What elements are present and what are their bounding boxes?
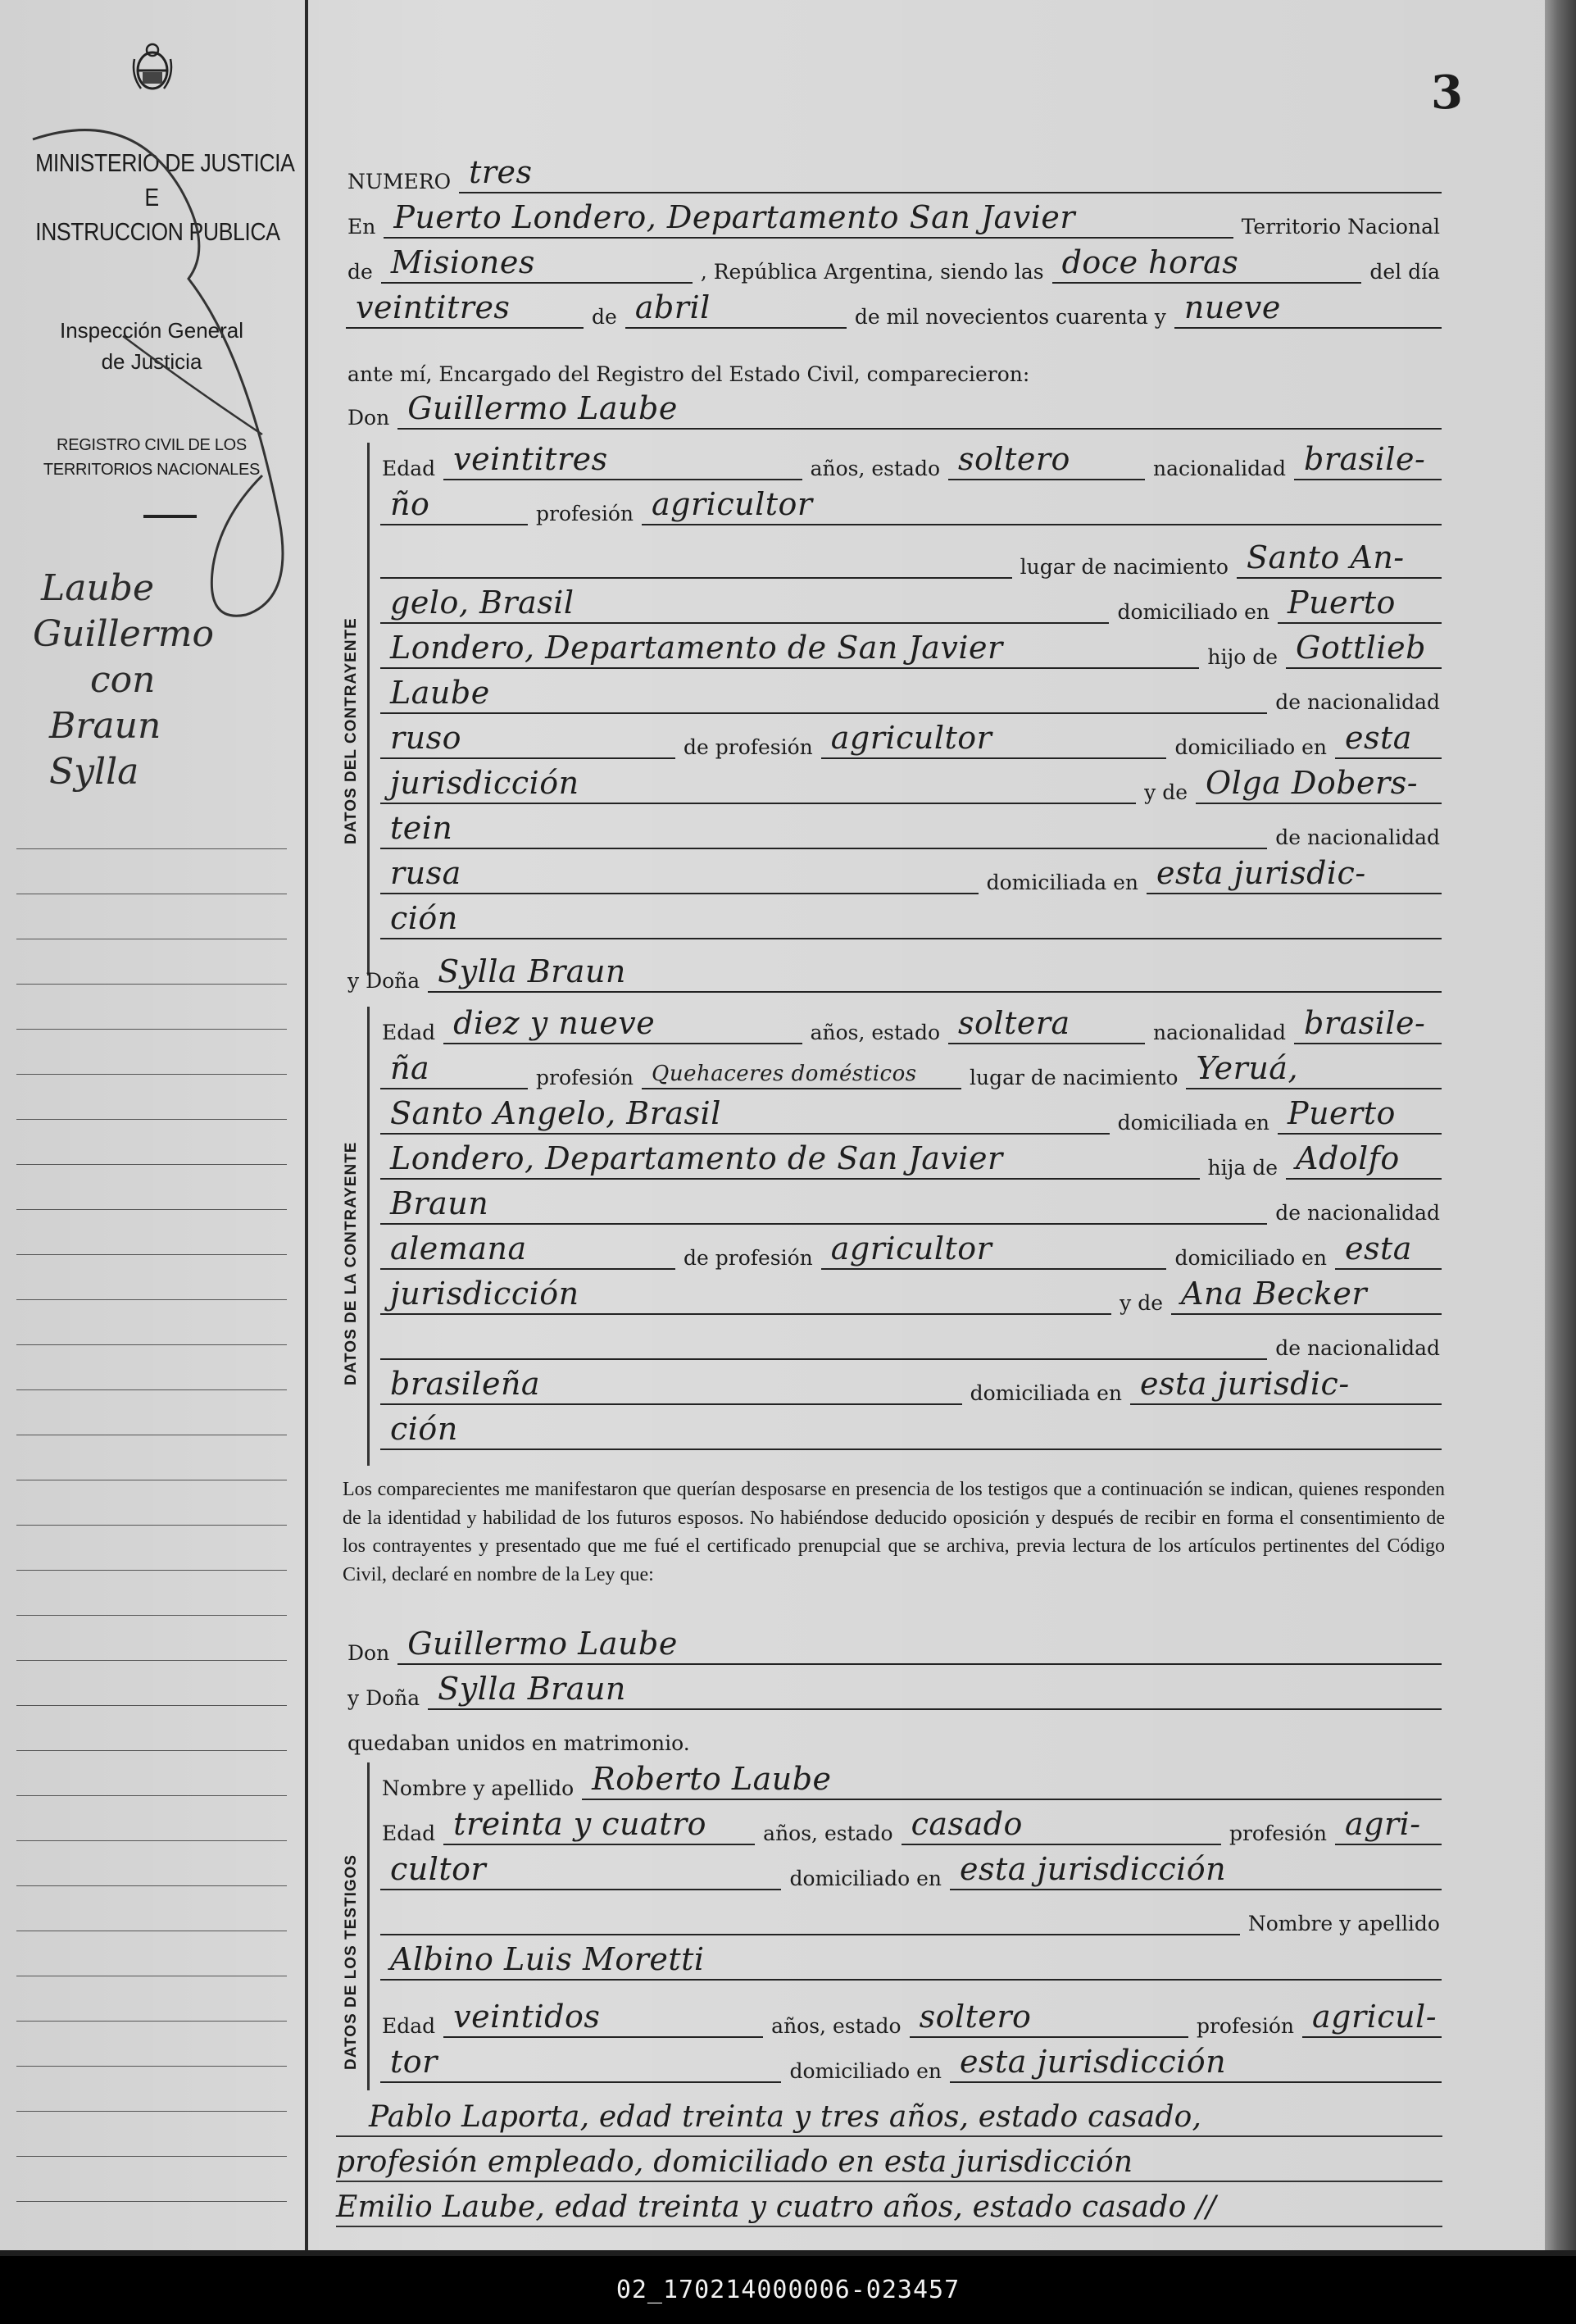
groom-father-domicile-cont <box>380 766 1136 804</box>
profesion-label: profesión <box>1196 2014 1294 2038</box>
declaration-paragraph: Los comparecientes me manifestaron que querían desposarse en presencia de los testigos que a continuación se indican, quienes responden de la identidad y habilidad de los futuros esposos. No habiéndose deducido oposición y después de recibir en forma el consentimiento de los contrayentes y presentado que me fué el certificado prenupcial que se archiva, previa lectura de los artículos pertinentes del Código Civil, declaré en nombre de la Ley que: <box>343 1479 1445 1585</box>
domiciliado-label: domiciliado en <box>1174 735 1327 759</box>
page-number: 3 <box>1431 66 1463 120</box>
day-value: veintitres <box>356 291 511 325</box>
bride-father-domicile-field <box>1335 1232 1442 1270</box>
handwritten-line <box>336 2140 1442 2182</box>
groom-birthplace-field <box>1237 541 1442 579</box>
witness-section-label: DATOS DE LOS TESTIGOS <box>343 1853 360 2070</box>
bride-father-row <box>377 1142 1445 1180</box>
ante-label: ante mí, Encargado del Registro del Estado Civil, comparecieron: <box>347 362 1030 386</box>
bride-mother-nationality-field <box>380 1367 962 1405</box>
bride-profession-row <box>377 1052 1445 1089</box>
bride-father-profession-field <box>821 1232 1167 1270</box>
de-nacionalidad-label: de nacionalidad <box>1275 825 1440 849</box>
bride-father-field <box>1286 1142 1442 1180</box>
groom-mother-domicile-value: esta jurisdic- <box>1156 857 1366 891</box>
margin-ruled-line <box>16 1344 287 1345</box>
w1-profession-field <box>1335 1808 1442 1845</box>
bride-name-field <box>428 955 1442 993</box>
bride-mother-nationality-value: brasileña <box>390 1367 541 1402</box>
profesion-label: profesión <box>1229 1821 1327 1845</box>
place-row <box>343 201 1445 239</box>
year-value: nueve <box>1183 291 1281 325</box>
lugar-label: lugar de nacimiento <box>1020 555 1229 579</box>
domiciliado-label: domiciliado en <box>1174 1246 1327 1270</box>
w2-name-field <box>380 1943 1442 1981</box>
del-dia-label: del día <box>1369 260 1440 284</box>
groom-mother-field <box>1196 766 1442 804</box>
groom-mother-dom-row <box>377 857 1445 894</box>
handwritten-text: profesión empleado, domiciliado en esta jurisdicción <box>336 2145 1133 2179</box>
bride-name-value: Sylla Braun <box>438 955 626 989</box>
don-label: Don <box>347 1641 390 1665</box>
domiciliado-label: domiciliado en <box>789 1867 942 1890</box>
margin-ruled-line <box>16 1525 287 1526</box>
ministry-line: E <box>144 183 159 211</box>
bride-father-domicile-cont-value: jurisdicción <box>390 1277 579 1312</box>
de-nacionalidad-label: de nacionalidad <box>1275 1336 1440 1360</box>
de-nacionalidad-label: de nacionalidad <box>1275 1201 1440 1225</box>
marriage-don-value: Guillermo Laube <box>407 1627 678 1662</box>
w2-label-row <box>377 1898 1445 1935</box>
marriage-don-row <box>343 1627 1445 1665</box>
groom-section-label: DATOS DEL CONTRAYENTE <box>343 617 360 844</box>
margin-ruled-line <box>16 1795 287 1796</box>
bride-nationality-value: brasile- <box>1304 1007 1426 1041</box>
margin-ruled-line <box>16 1074 287 1075</box>
margin-ruled-line <box>16 984 287 985</box>
groom-name-value: Guillermo Laube <box>407 392 678 426</box>
bride-mother-value: Ana Becker <box>1181 1277 1368 1312</box>
groom-father-value: Gottlieb <box>1296 631 1426 666</box>
place-field <box>384 201 1233 239</box>
groom-mother-dom-cont-row <box>377 902 1445 939</box>
nombre-label: Nombre y apellido <box>382 1776 575 1800</box>
groom-mother-domicile-cont <box>380 902 1442 939</box>
edad-label: Edad <box>382 1821 436 1845</box>
groom-name-row <box>343 392 1445 430</box>
bride-domicile-cont <box>380 1142 1200 1180</box>
bride-father-profession-value: agricultor <box>830 1232 992 1267</box>
handwritten-line <box>336 2094 1442 2137</box>
w2-domicile-value: esta jurisdicción <box>960 2045 1227 2080</box>
w1-age-row <box>377 1808 1445 1845</box>
day-field <box>346 291 584 329</box>
bride-birthplace-cont <box>380 1097 1110 1135</box>
domiciliado-label: domiciliado en <box>789 2059 942 2083</box>
groom-father-field <box>1286 631 1442 669</box>
w2-profession-value: agricul- <box>1312 2000 1437 2035</box>
w2-profession-cont-value: tor <box>390 2045 438 2080</box>
margin-ruled-line <box>16 1840 287 1841</box>
groom-age-field <box>443 443 802 480</box>
w1-profession-value: agri- <box>1345 1808 1421 1842</box>
bride-father-cont <box>380 1187 1267 1225</box>
groom-mother-domicile-field <box>1147 857 1442 894</box>
groom-section-bracket <box>367 443 370 976</box>
groom-father-domicile-field <box>1335 721 1442 759</box>
groom-father-domicile-cont-value: jurisdicción <box>390 766 579 801</box>
bride-age-value: diez y nueve <box>453 1007 656 1041</box>
groom-father-profession-value: agricultor <box>830 721 992 756</box>
numero-row <box>343 156 1445 193</box>
dona-label: y Doña <box>347 969 420 993</box>
bride-name-row <box>343 955 1445 993</box>
margin-annotation-line: Braun <box>49 705 161 747</box>
w2-age-value: veintidos <box>453 2000 601 2035</box>
hour-value: doce horas <box>1061 246 1239 280</box>
bride-domicile-row <box>377 1097 1445 1135</box>
blank-field <box>380 541 1012 579</box>
bride-estado-field <box>948 1007 1145 1044</box>
groom-estado-value: soltero <box>958 443 1070 477</box>
lugar-label: lugar de nacimiento <box>970 1066 1179 1089</box>
w2-age-row <box>377 2000 1445 2038</box>
groom-mother-nat-row <box>377 812 1445 849</box>
margin-column <box>0 0 308 2250</box>
month-value: abril <box>634 291 711 325</box>
groom-father-cont <box>380 676 1267 714</box>
groom-age-row <box>377 443 1445 480</box>
groom-mother-row <box>377 766 1445 804</box>
anos-estado-label: años, estado <box>763 1821 893 1845</box>
numero-field <box>459 156 1442 193</box>
groom-age-value: veintitres <box>453 443 608 477</box>
y-de-label: y de <box>1144 780 1188 804</box>
margin-annotation <box>25 566 295 795</box>
w2-name-row <box>377 1943 1445 1981</box>
ante-row <box>343 348 1445 386</box>
edad-label: Edad <box>382 1021 436 1044</box>
w2-profession-field <box>1302 2000 1442 2038</box>
ministry-line: MINISTERIO DE JUSTICIA <box>35 148 295 177</box>
w2-domicile-row <box>377 2045 1445 2083</box>
witness-section-bracket <box>367 1762 370 2090</box>
margin-ruled-line <box>16 1389 287 1390</box>
w1-estado-value: casado <box>911 1808 1023 1842</box>
numero-label: NUMERO <box>347 170 452 193</box>
w1-name-value: Roberto Laube <box>592 1762 832 1797</box>
territory-row <box>343 246 1445 284</box>
bride-nationality-cont-value: ña <box>390 1052 430 1086</box>
groom-father-cont-value: Laube <box>390 676 490 711</box>
margin-ruled-line <box>16 1885 287 1886</box>
margin-annotation-line: Sylla <box>49 751 139 793</box>
bride-section-bracket <box>367 1007 370 1466</box>
bride-father-domicile-cont <box>380 1277 1111 1315</box>
bride-estado-value: soltera <box>958 1007 1070 1041</box>
bride-mother-domicile-cont <box>380 1412 1442 1450</box>
margin-ruled-line <box>16 1570 287 1571</box>
groom-mother-nationality-field <box>380 857 979 894</box>
margin-ruled-line <box>16 848 287 849</box>
w2-profession-cont <box>380 2045 781 2083</box>
marriage-don-field <box>397 1627 1442 1665</box>
bride-father-cont-value: Braun <box>390 1187 489 1221</box>
bride-age-row <box>377 1007 1445 1044</box>
date-row <box>343 291 1445 329</box>
groom-father-prof-row <box>377 721 1445 759</box>
registry-line: TERRITORIOS NACIONALES <box>43 461 261 479</box>
w2-name-value: Albino Luis Moretti <box>390 1943 705 1977</box>
marriage-dona-field <box>428 1672 1442 1710</box>
w2-estado-value: soltero <box>919 2000 1032 2035</box>
y-de-label: y de <box>1120 1291 1163 1315</box>
page-edge <box>1545 0 1576 2250</box>
bride-birthplace-value: Yeruá, <box>1196 1052 1299 1086</box>
bride-birthplace-field <box>1186 1052 1442 1089</box>
w2-estado-field <box>910 2000 1188 2038</box>
margin-ruled-line <box>16 1615 287 1616</box>
don-label: Don <box>347 406 390 430</box>
groom-birthplace-row <box>377 541 1445 579</box>
margin-annotation-line: Guillermo <box>33 613 214 655</box>
en-label: En <box>347 215 376 239</box>
inspection-line: Inspección General <box>59 318 244 343</box>
inspection-line: de Justicia <box>101 349 202 374</box>
margin-annotation-line: Laube <box>41 567 154 609</box>
blank-field <box>380 1322 1267 1360</box>
w1-domicile-row <box>377 1853 1445 1890</box>
dona-label: y Doña <box>347 1686 420 1710</box>
republica-label: , República Argentina, siendo las <box>700 260 1044 284</box>
de-nacionalidad-label: de nacionalidad <box>1275 690 1440 714</box>
bride-domicile-cont-value: Londero, Departamento de San Javier <box>390 1142 1003 1176</box>
w1-age-field <box>443 1808 755 1845</box>
bride-mother-field <box>1171 1277 1442 1315</box>
groom-domicile-cont-value: Londero, Departamento de San Javier <box>390 631 1003 666</box>
groom-mother-domicile-cont-value: ción <box>390 902 458 936</box>
groom-nationality-field <box>1294 443 1442 480</box>
bride-nationality-cont <box>380 1052 528 1089</box>
bride-birthplace-cont-value: Santo Angelo, Brasil <box>390 1097 721 1131</box>
nacionalidad-label: nacionalidad <box>1153 457 1286 480</box>
margin-ruled-line <box>16 2066 287 2067</box>
footer-caption: 02_170214000006-023457 <box>615 2276 961 2304</box>
margin-ruled-line <box>16 1209 287 1210</box>
bride-profession-field <box>642 1052 961 1089</box>
w1-profession-cont <box>380 1853 781 1890</box>
bride-mother-dom-cont-row <box>377 1412 1445 1450</box>
edad-label: Edad <box>382 2014 436 2038</box>
bride-section-label: DATOS DE LA CONTRAYENTE <box>343 1141 360 1385</box>
domiciliada-label: domiciliada en <box>986 871 1138 894</box>
groom-estado-field <box>948 443 1145 480</box>
margin-ruled-line <box>16 1164 287 1165</box>
groom-birthplace-value: Santo An- <box>1247 541 1405 575</box>
bride-father-prof-row <box>377 1232 1445 1270</box>
groom-domicile-value: Puerto <box>1288 586 1396 621</box>
margin-ruled-line <box>16 2201 287 2202</box>
w1-domicile-field <box>950 1853 1442 1890</box>
handwritten-text: Pablo Laporta, edad treinta y tres años, estado casado, <box>369 2100 1202 2134</box>
place-value: Puerto Londero, Departamento San Javier <box>393 201 1076 235</box>
groom-profession-field <box>642 488 1442 525</box>
groom-domicile-field <box>1278 586 1442 624</box>
de-profesion-label: de profesión <box>684 735 813 759</box>
w1-estado-field <box>902 1808 1221 1845</box>
domiciliada-label: domiciliada en <box>970 1381 1122 1405</box>
bride-profession-value: Quehaceres domésticos <box>652 1062 917 1086</box>
year-label: de mil novecientos cuarenta y <box>854 305 1166 329</box>
domiciliada-label: domiciliada en <box>1117 1111 1269 1135</box>
margin-ruled-line <box>16 1299 287 1300</box>
hijo-label: hijo de <box>1207 645 1278 669</box>
margin-ruled-line <box>16 1254 287 1255</box>
groom-nationality-cont-value: ño <box>390 488 430 522</box>
margin-ruled-line <box>16 2021 287 2022</box>
de-label: de <box>347 260 373 284</box>
profesion-label: profesión <box>536 1066 634 1089</box>
bride-nationality-field <box>1294 1007 1442 1044</box>
registry-line: REGISTRO CIVIL DE LOS <box>57 436 247 454</box>
marriage-dona-row <box>343 1672 1445 1710</box>
margin-ruled-line <box>16 1029 287 1030</box>
bride-father-domicile-value: esta <box>1345 1232 1412 1267</box>
bride-mother-row <box>377 1277 1445 1315</box>
quedaban-label: quedaban unidos en matrimonio. <box>347 1731 690 1755</box>
profesion-label: profesión <box>536 502 634 525</box>
margin-ruled-line <box>16 1660 287 1661</box>
hour-field <box>1052 246 1362 284</box>
de2-label: de <box>592 305 617 329</box>
groom-domicile-cont <box>380 631 1199 669</box>
nacionalidad-label: nacionalidad <box>1153 1021 1286 1044</box>
margin-ruled-line <box>16 1750 287 1751</box>
groom-birthplace-cont-value: gelo, Brasil <box>390 586 575 621</box>
groom-nationality-value: brasile- <box>1304 443 1426 477</box>
territory-field <box>381 246 693 284</box>
anos-estado-label: años, estado <box>810 457 941 480</box>
bride-age-field <box>443 1007 802 1044</box>
bride-father-nationality-field <box>380 1232 675 1270</box>
handwritten-text: Emilio Laube, edad treinta y cuatro años, estado casado // <box>336 2190 1216 2224</box>
w1-profession-cont-value: cultor <box>390 1853 487 1887</box>
anos-estado-label: años, estado <box>810 1021 941 1044</box>
w2-domicile-field <box>950 2045 1442 2083</box>
de-profesion-label: de profesión <box>684 1246 813 1270</box>
margin-ruled-line <box>16 1705 287 1706</box>
ministry-line: INSTRUCCION PUBLICA <box>35 217 280 246</box>
year-field <box>1174 291 1442 329</box>
groom-profession-value: agricultor <box>652 488 813 522</box>
groom-nationality-cont <box>380 488 528 525</box>
groom-mother-cont <box>380 812 1267 849</box>
bride-father-nationality-value: alemana <box>390 1232 527 1267</box>
w2-age-field <box>443 2000 763 2038</box>
bride-mother-domicile-field <box>1130 1367 1442 1405</box>
bride-mother-domicile-value: esta jurisdic- <box>1140 1367 1350 1402</box>
groom-mother-nationality-value: rusa <box>390 857 461 891</box>
margin-flourish-icon <box>0 90 305 631</box>
edad-label: Edad <box>382 457 436 480</box>
coat-of-arms-icon <box>129 43 175 93</box>
nombre-label: Nombre y apellido <box>1247 1912 1440 1935</box>
groom-father-domicile-value: esta <box>1345 721 1412 756</box>
bride-mother-nat-row <box>377 1322 1445 1360</box>
groom-profession-row <box>377 488 1445 525</box>
groom-mother-cont-value: tein <box>390 812 453 846</box>
month-field <box>625 291 847 329</box>
w1-domicile-value: esta jurisdicción <box>960 1853 1227 1887</box>
margin-annotation-line: con <box>90 659 156 701</box>
hija-label: hija de <box>1207 1156 1278 1180</box>
footer-caption-bar <box>0 2256 1576 2324</box>
quedaban-row <box>343 1717 1445 1755</box>
groom-father-nationality-value: ruso <box>390 721 462 756</box>
margin-ruled-line <box>16 1119 287 1120</box>
bride-father-value: Adolfo <box>1296 1142 1400 1176</box>
anos-estado-label: años, estado <box>771 2014 902 2038</box>
w1-name-row <box>377 1762 1445 1800</box>
margin-ruled-line <box>16 2111 287 2112</box>
bride-mother-dom-row <box>377 1367 1445 1405</box>
domiciliado-label: domiciliado en <box>1117 600 1269 624</box>
groom-mother-value: Olga Dobers- <box>1206 766 1419 801</box>
bride-domicile-value: Puerto <box>1288 1097 1396 1131</box>
groom-father-profession-field <box>821 721 1167 759</box>
bride-mother-domicile-cont-value: ción <box>390 1412 458 1447</box>
groom-birthplace-cont <box>380 586 1109 624</box>
w1-name-field <box>582 1762 1442 1800</box>
numero-value: tres <box>469 156 533 190</box>
groom-domicile-row <box>377 586 1445 624</box>
groom-father-nat-row <box>377 676 1445 714</box>
groom-father-nationality-field <box>380 721 675 759</box>
territory-value: Misiones <box>390 246 535 280</box>
blank-field <box>380 1898 1240 1935</box>
margin-ruled-line <box>16 2156 287 2157</box>
marriage-dona-value: Sylla Braun <box>438 1672 626 1707</box>
groom-father-row <box>377 631 1445 669</box>
groom-name-field <box>397 392 1442 430</box>
w1-age-value: treinta y cuatro <box>453 1808 706 1842</box>
territorio-label: Territorio Nacional <box>1241 215 1440 239</box>
bride-father-nat-row <box>377 1187 1445 1225</box>
bride-domicile-field <box>1278 1097 1442 1135</box>
handwritten-line <box>336 2185 1442 2227</box>
